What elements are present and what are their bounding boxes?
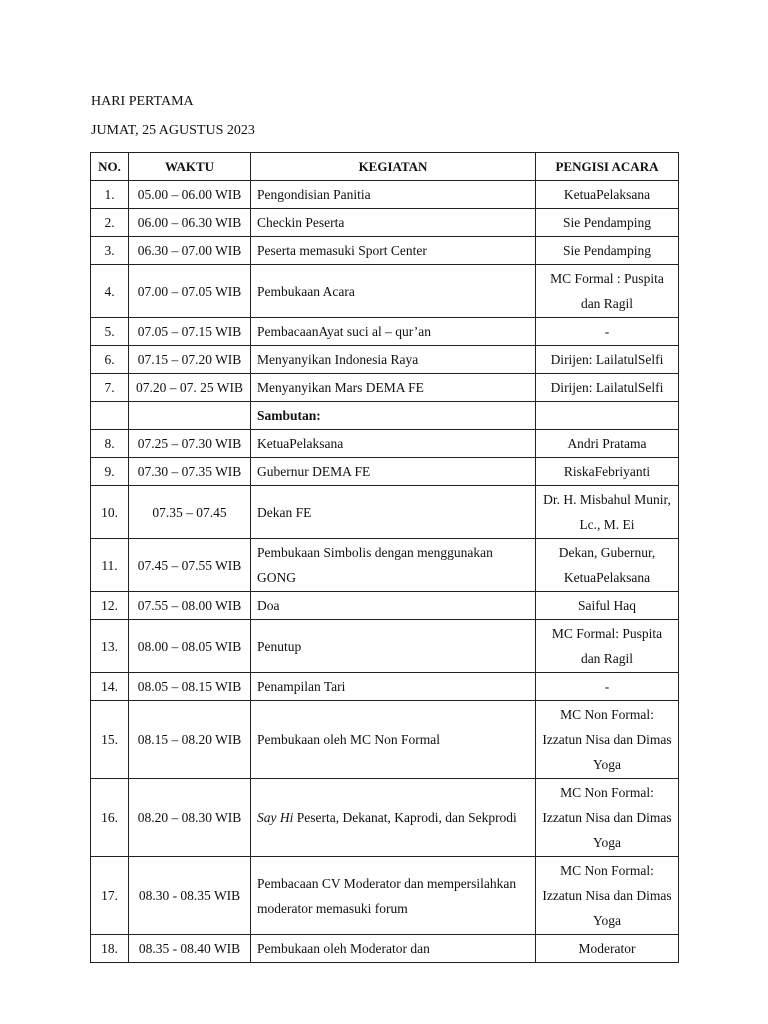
table-row [91,779,679,857]
cell-waktu: 08.00 – 08.05 WIB [129,620,251,673]
table-row [91,539,679,592]
kegiatan-text: Peserta, Dekanat, Kaprodi, dan Sekprodi [293,810,517,825]
cell-pengisi-acara: Saiful Haq [536,592,679,620]
cell-kegiatan: Gubernur DEMA FE [251,458,536,486]
cell-kegiatan: Sambutan: [251,402,536,430]
cell-waktu: 05.00 – 06.00 WIB [129,181,251,209]
cell-pengisi-acara: MC Formal: Puspita dan Ragil [536,620,679,673]
cell-kegiatan: Peserta memasuki Sport Center [251,237,536,265]
cell-pengisi-acara: MC Formal : Puspita dan Ragil [536,265,679,318]
cell-pengisi-acara [536,402,679,430]
cell-no: 4. [91,265,129,318]
cell-waktu: 07.55 – 08.00 WIB [129,592,251,620]
cell-pengisi-acara: Sie Pendamping [536,237,679,265]
cell-no [91,402,129,430]
header-pengisi-acara: PENGISI ACARA [536,153,679,181]
cell-pengisi-acara: - [536,673,679,701]
cell-pengisi-acara: Moderator [536,935,679,963]
header-no: NO. [91,153,129,181]
cell-pengisi-acara: MC Non Formal: Izzatun Nisa dan Dimas Yoga [536,857,679,935]
cell-no: 10. [91,486,129,539]
table-row [91,374,679,402]
table-row [91,346,679,374]
cell-kegiatan: Checkin Peserta [251,209,536,237]
cell-waktu: 07.00 – 07.05 WIB [129,265,251,318]
cell-no: 7. [91,374,129,402]
table-row [91,209,679,237]
cell-kegiatan [251,779,536,857]
cell-kegiatan: Pembukaan oleh Moderator dan [251,935,536,963]
cell-kegiatan: Menyanyikan Mars DEMA FE [251,374,536,402]
table-row [91,265,679,318]
table-row [91,701,679,779]
table-row [91,402,679,430]
cell-waktu: 08.15 – 08.20 WIB [129,701,251,779]
cell-waktu: 06.30 – 07.00 WIB [129,237,251,265]
cell-no: 5. [91,318,129,346]
table-row [91,935,679,963]
cell-no: 1. [91,181,129,209]
cell-pengisi-acara: KetuaPelaksana [536,181,679,209]
cell-waktu: 07.05 – 07.15 WIB [129,318,251,346]
cell-waktu: 06.00 – 06.30 WIB [129,209,251,237]
cell-pengisi-acara: Andri Pratama [536,430,679,458]
cell-kegiatan: Penampilan Tari [251,673,536,701]
cell-kegiatan: KetuaPelaksana [251,430,536,458]
cell-kegiatan: Pembukaan oleh MC Non Formal [251,701,536,779]
cell-waktu: 07.20 – 07. 25 WIB [129,374,251,402]
header-waktu: WAKTU [129,153,251,181]
cell-no: 17. [91,857,129,935]
cell-no: 18. [91,935,129,963]
table-row [91,318,679,346]
cell-waktu: 08.05 – 08.15 WIB [129,673,251,701]
cell-kegiatan: Menyanyikan Indonesia Raya [251,346,536,374]
cell-waktu: 07.30 – 07.35 WIB [129,458,251,486]
cell-no: 13. [91,620,129,673]
cell-no: 14. [91,673,129,701]
cell-no: 6. [91,346,129,374]
cell-kegiatan: Pengondisian Panitia [251,181,536,209]
cell-waktu: 07.45 – 07.55 WIB [129,539,251,592]
cell-kegiatan: PembacaanAyat suci al – qur’an [251,318,536,346]
cell-waktu: 07.35 – 07.45 [129,486,251,539]
cell-no: 12. [91,592,129,620]
cell-pengisi-acara: MC Non Formal: Izzatun Nisa dan Dimas Yoga [536,779,679,857]
header-kegiatan: KEGIATAN [251,153,536,181]
cell-pengisi-acara: RiskaFebriyanti [536,458,679,486]
date-heading: JUMAT, 25 AGUSTUS 2023 [91,123,255,138]
cell-pengisi-acara: Dirijen: LailatulSelfi [536,374,679,402]
cell-no: 2. [91,209,129,237]
cell-pengisi-acara: Dekan, Gubernur, KetuaPelaksana [536,539,679,592]
cell-kegiatan: Pembacaan CV Moderator dan mempersilahkan moderator memasuki forum [251,857,536,935]
cell-kegiatan: Pembukaan Acara [251,265,536,318]
cell-no: 15. [91,701,129,779]
cell-waktu [129,402,251,430]
table-row [91,237,679,265]
cell-kegiatan: Pembukaan Simbolis dengan menggunakan GONG [251,539,536,592]
day-heading: HARI PERTAMA [91,94,194,109]
cell-no: 9. [91,458,129,486]
cell-kegiatan: Penutup [251,620,536,673]
table-row [91,857,679,935]
table-row [91,181,679,209]
table-row [91,486,679,539]
cell-no: 3. [91,237,129,265]
table-row [91,673,679,701]
cell-waktu: 07.15 – 07.20 WIB [129,346,251,374]
cell-pengisi-acara: Dr. H. Misbahul Munir, Lc., M. Ei [536,486,679,539]
table-row [91,620,679,673]
table-row [91,592,679,620]
cell-pengisi-acara: - [536,318,679,346]
cell-no: 16. [91,779,129,857]
table-row [91,430,679,458]
cell-pengisi-acara: MC Non Formal: Izzatun Nisa dan Dimas Yoga [536,701,679,779]
cell-no: 11. [91,539,129,592]
cell-pengisi-acara: Dirijen: LailatulSelfi [536,346,679,374]
table-header-row [91,153,679,181]
cell-kegiatan: Dekan FE [251,486,536,539]
cell-waktu: 08.30 - 08.35 WIB [129,857,251,935]
schedule-table [90,152,679,963]
table-row [91,458,679,486]
kegiatan-italic-text: Say Hi [257,810,294,825]
cell-kegiatan: Doa [251,592,536,620]
cell-waktu: 08.35 - 08.40 WIB [129,935,251,963]
cell-no: 8. [91,430,129,458]
cell-pengisi-acara: Sie Pendamping [536,209,679,237]
cell-waktu: 08.20 – 08.30 WIB [129,779,251,857]
cell-waktu: 07.25 – 07.30 WIB [129,430,251,458]
